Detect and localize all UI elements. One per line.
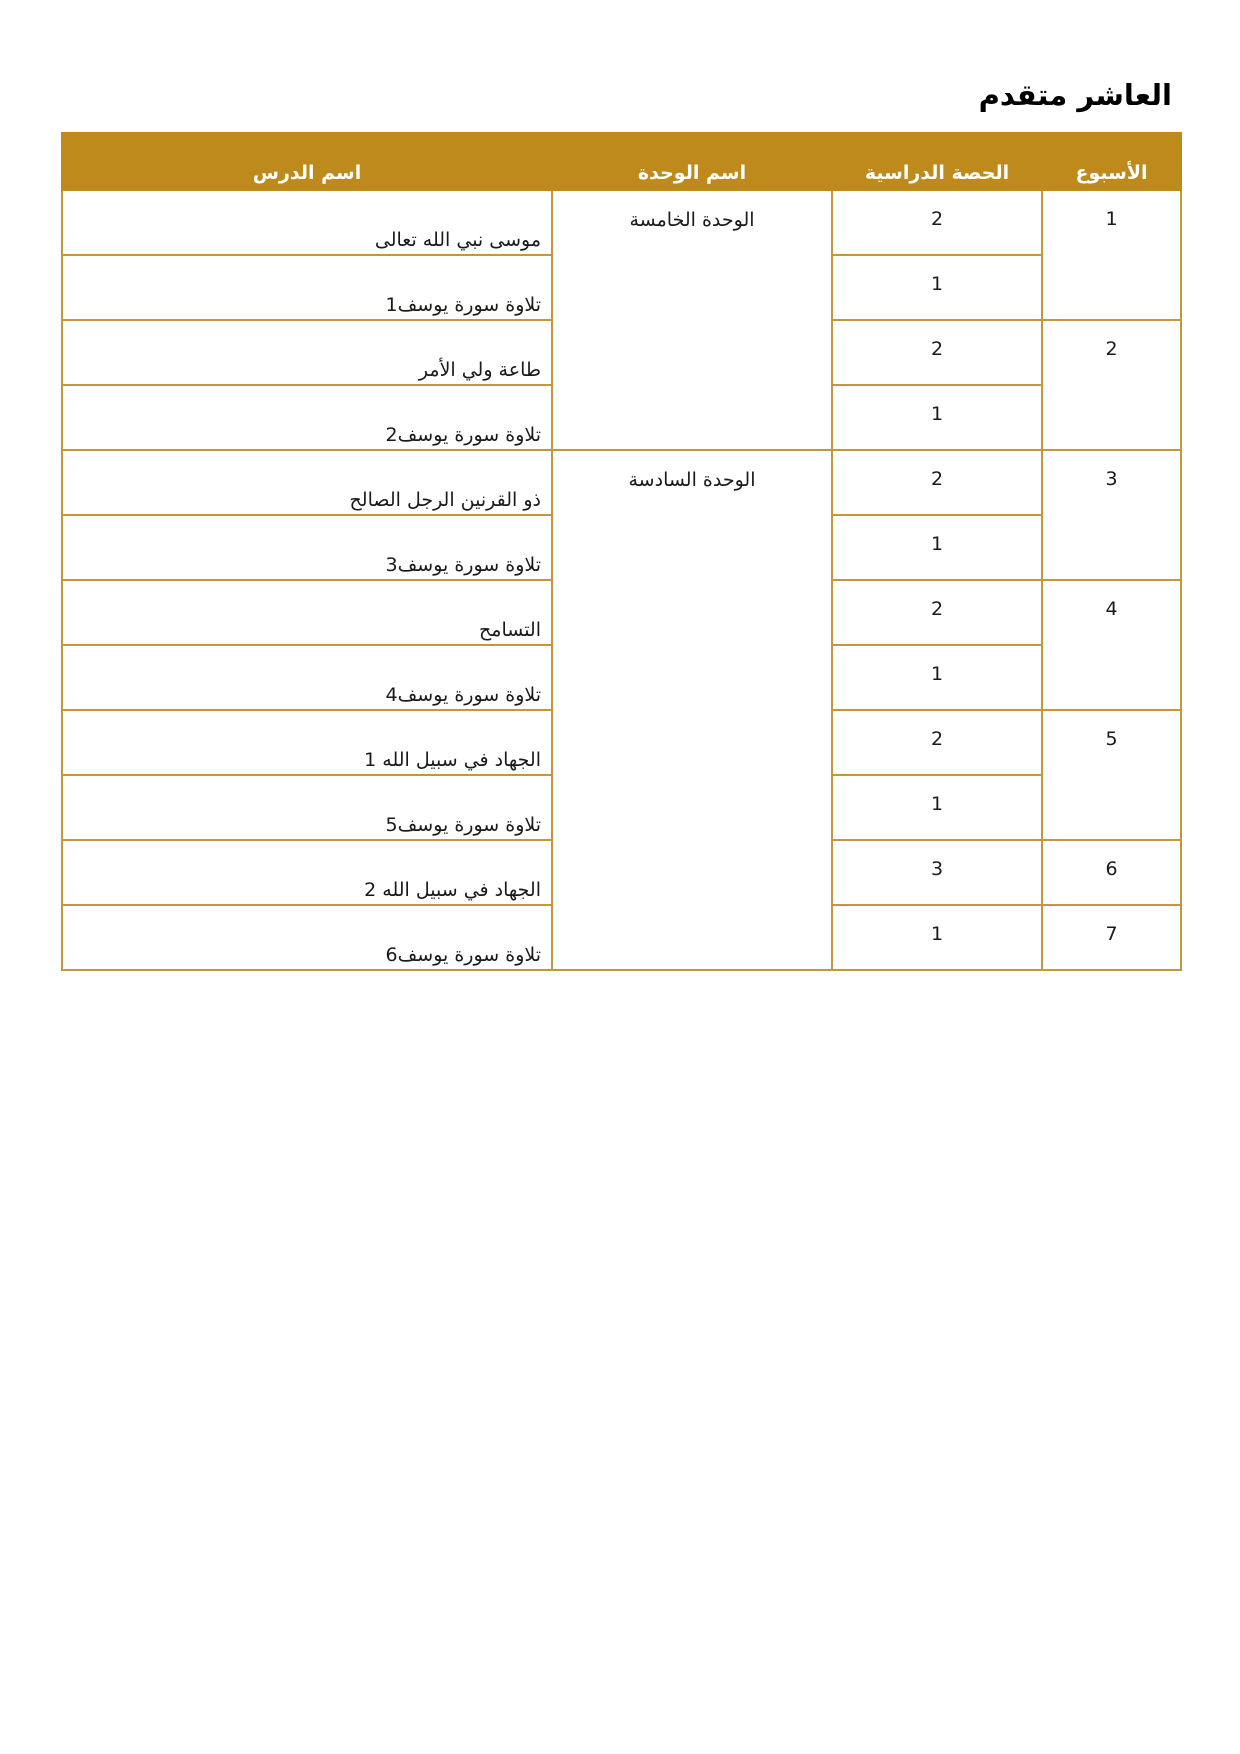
table-header-row: [62, 133, 1181, 190]
week-cell: 2: [1042, 320, 1181, 450]
lesson-cell: موسى نبي الله تعالى: [62, 190, 552, 255]
week-cell: 4: [1042, 580, 1181, 710]
lesson-cell: تلاوة سورة يوسف3: [62, 515, 552, 580]
period-cell: 2: [832, 320, 1042, 385]
period-cell: 3: [832, 840, 1042, 905]
period-cell: 1: [832, 515, 1042, 580]
lesson-cell: ذو القرنين الرجل الصالح: [62, 450, 552, 515]
week-cell: 6: [1042, 840, 1181, 905]
period-cell: 2: [832, 450, 1042, 515]
period-cell: 2: [832, 190, 1042, 255]
lesson-cell: التسامح: [62, 580, 552, 645]
lesson-cell: طاعة ولي الأمر: [62, 320, 552, 385]
lesson-cell: الجهاد في سبيل الله 1: [62, 710, 552, 775]
lesson-plan-table: [61, 132, 1182, 971]
unit-cell: الوحدة السادسة: [552, 450, 832, 970]
header-lesson: اسم الدرس: [62, 133, 552, 190]
week-cell: 5: [1042, 710, 1181, 840]
week-cell: 7: [1042, 905, 1181, 970]
period-cell: 1: [832, 775, 1042, 840]
table-row: [62, 190, 1181, 255]
header-unit: اسم الوحدة: [552, 133, 832, 190]
unit-cell: الوحدة الخامسة: [552, 190, 832, 450]
lesson-cell: تلاوة سورة يوسف4: [62, 645, 552, 710]
header-week: الأسبوع: [1042, 133, 1181, 190]
week-cell: 3: [1042, 450, 1181, 580]
lesson-cell: تلاوة سورة يوسف6: [62, 905, 552, 970]
period-cell: 2: [832, 710, 1042, 775]
period-cell: 1: [832, 905, 1042, 970]
period-cell: 1: [832, 255, 1042, 320]
week-cell: 1: [1042, 190, 1181, 320]
page-title: العاشر متقدم: [978, 78, 1172, 112]
period-cell: 2: [832, 580, 1042, 645]
lesson-cell: تلاوة سورة يوسف2: [62, 385, 552, 450]
lesson-cell: تلاوة سورة يوسف1: [62, 255, 552, 320]
lesson-cell: تلاوة سورة يوسف5: [62, 775, 552, 840]
header-period: الحصة الدراسية: [832, 133, 1042, 190]
period-cell: 1: [832, 645, 1042, 710]
period-cell: 1: [832, 385, 1042, 450]
lesson-cell: الجهاد في سبيل الله 2: [62, 840, 552, 905]
table-row: [62, 450, 1181, 515]
